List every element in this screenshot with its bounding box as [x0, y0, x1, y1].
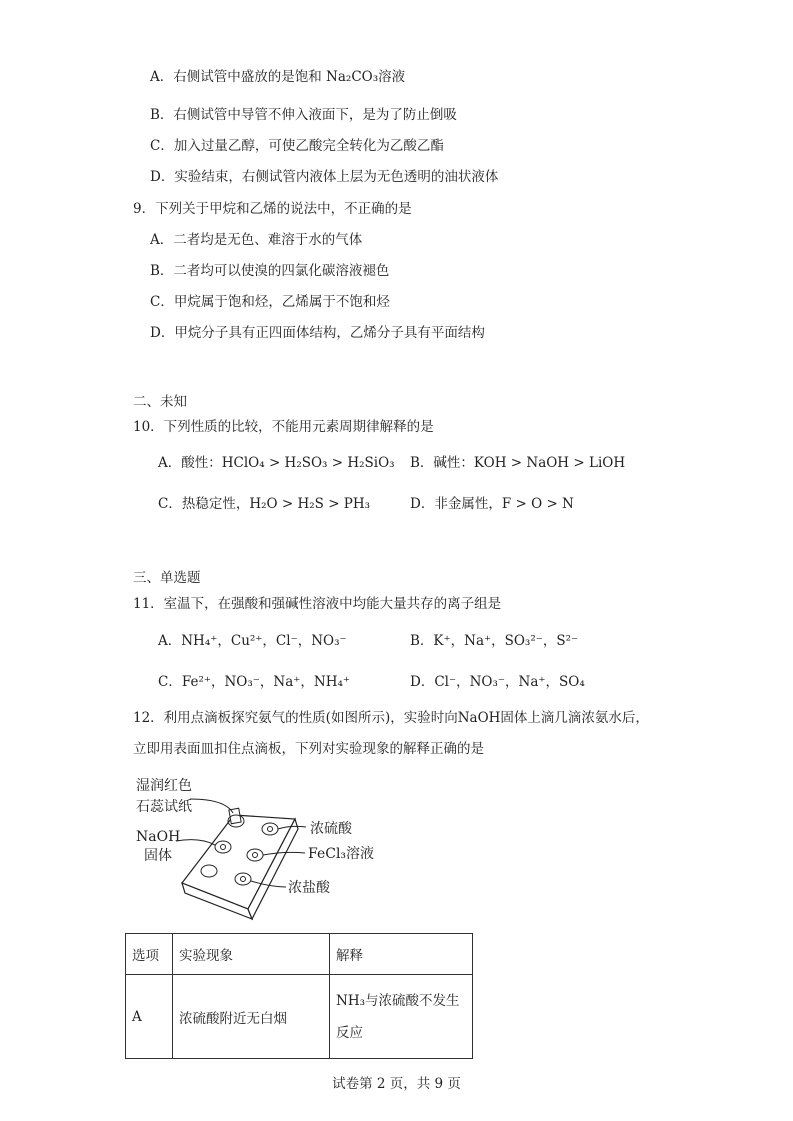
section-3-title: 三、单选题	[133, 570, 201, 586]
label-hcl: 浓盐酸	[288, 880, 330, 896]
table-cell-phenomenon: 浓硫酸附近无白烟	[173, 975, 330, 1059]
label-litmus-line1: 湿润红色	[136, 778, 192, 794]
q11-option-d: D．Cl⁻，NO₃⁻，Na⁺，SO₄	[410, 674, 585, 690]
q9-option-b: B．二者均可以使溴的四氯化碳溶液褪色	[150, 263, 390, 279]
label-litmus-line2: 石蕊试纸	[136, 799, 192, 815]
q10-option-c: C．热稳定性，H₂O > H₂S > PH₃	[158, 496, 371, 512]
q11-option-a: A．NH₄⁺，Cu²⁺，Cl⁻，NO₃⁻	[158, 633, 347, 649]
table-header-explanation: 解释	[330, 934, 473, 975]
q9-option-a: A．二者均是无色、难溶于水的气体	[150, 232, 363, 248]
q11-option-b: B．K⁺，Na⁺，SO₃²⁻，S²⁻	[410, 633, 579, 649]
q8-option-c: C．加入过量乙醇，可使乙酸完全转化为乙酸乙酯	[150, 138, 444, 154]
q12-stem-line-2: 立即用表面皿扣住点滴板，下列对实验现象的解释正确的是	[133, 741, 484, 757]
table-header-option: 选项	[126, 934, 173, 975]
q10-option-d: D．非金属性，F > O > N	[410, 496, 574, 512]
table-header-phenomenon: 实验现象	[173, 934, 330, 975]
table-header-row	[126, 934, 473, 975]
table-row	[126, 975, 473, 1059]
section-2-title: 二、未知	[133, 394, 187, 410]
explanation-line-2: 反应	[336, 1024, 363, 1041]
table-cell-explanation	[330, 975, 473, 1059]
table-cell-option: A	[126, 975, 173, 1059]
spot-plate-diagram	[130, 775, 400, 925]
label-naoh-line2: 固体	[144, 848, 172, 864]
label-naoh-line1: NaOH	[136, 829, 181, 845]
q9-option-d: D．甲烷分子具有正四面体结构，乙烯分子具有平面结构	[150, 325, 485, 341]
page-footer: 试卷第 2 页，共 9 页	[332, 1076, 461, 1092]
q10-option-a: A．酸性：HClO₄ > H₂SO₃ > H₂SiO₃	[158, 455, 395, 471]
q9-stem: 9．下列关于甲烷和乙烯的说法中，不正确的是	[133, 201, 412, 217]
explanation-line-1: NH₃与浓硫酸不发生	[336, 992, 460, 1009]
q8-option-a: A．右侧试管中盛放的是饱和 Na₂CO₃溶液	[150, 69, 406, 85]
q12-answer-table	[125, 933, 473, 1059]
q8-option-b: B．右侧试管中导管不伸入液面下，是为了防止倒吸	[150, 107, 457, 123]
q10-stem: 10．下列性质的比较，不能用元素周期律解释的是	[133, 419, 434, 435]
q11-stem: 11．室温下，在强酸和强碱性溶液中均能大量共存的离子组是	[133, 596, 502, 612]
label-fecl3: FeCl₃溶液	[308, 846, 375, 862]
leader-litmus	[190, 799, 233, 813]
q11-option-c: C．Fe²⁺，NO₃⁻，Na⁺，NH₄⁺	[158, 674, 351, 690]
label-h2so4: 浓硫酸	[310, 821, 352, 837]
q10-option-b: B．碱性：KOH > NaOH > LiOH	[410, 455, 626, 471]
q9-option-c: C．甲烷属于饱和烃，乙烯属于不饱和烃	[150, 294, 390, 310]
q12-stem-line-1: 12．利用点滴板探究氨气的性质(如图所示)，实验时向NaOH固体上滴几滴浓氨水后，	[133, 710, 649, 726]
leader-naoh	[176, 840, 215, 845]
q8-option-d: D．实验结束，右侧试管内液体上层为无色透明的油状液体	[150, 169, 499, 185]
